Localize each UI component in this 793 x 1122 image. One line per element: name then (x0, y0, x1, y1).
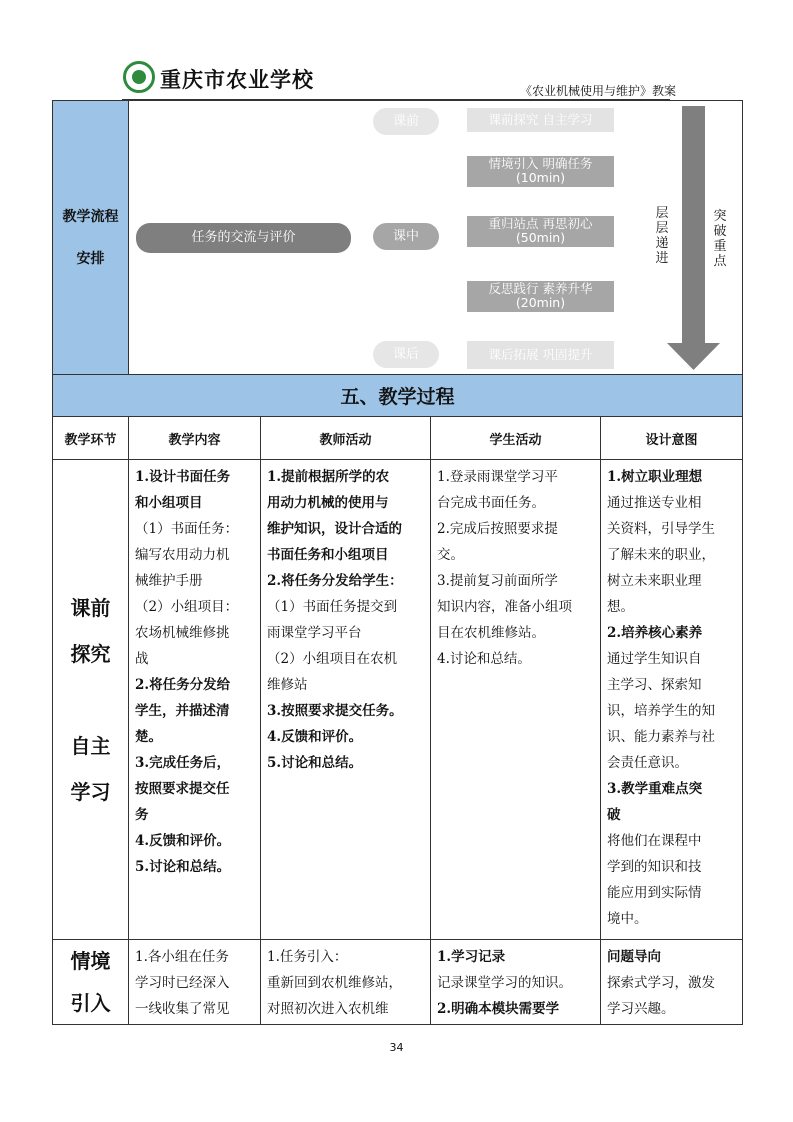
cell-line: 目在农机维修站。 (437, 625, 545, 641)
table-cell (601, 460, 743, 940)
cell-line: 破 (607, 807, 621, 823)
cell-line: 1.各小组在任务 (135, 949, 229, 965)
table-row (53, 460, 743, 940)
table-cell (129, 940, 261, 1025)
cell-line: 3.完成任务后， (135, 755, 231, 771)
cell-line: 1.树立职业理想 (607, 469, 703, 485)
cell-line: 编写农用动力机 (135, 547, 230, 563)
cell-line: 械维护手册 (135, 573, 203, 589)
cell-line: 1.提前根据所学的农 (267, 469, 390, 485)
cell-line: 交。 (437, 547, 464, 563)
phase-pill: 课中 (373, 223, 439, 250)
cell-line: 4.讨论和总结。 (437, 651, 531, 667)
cell-line: 学到的知识和技 (607, 859, 702, 875)
flow-step-text: (20min) (515, 295, 566, 310)
cell-line: 学生，并描述清 (135, 703, 230, 719)
cell-line: 主学习、探索知 (607, 677, 702, 693)
flow-step-box (467, 281, 614, 312)
cell-line: 识，培养学生的知 (607, 703, 715, 719)
stage-label (53, 940, 129, 1025)
page-number: 34 (389, 1041, 404, 1054)
cell-line: 关资料，引导学生 (607, 521, 715, 537)
cell-line: 1.学习记录 (437, 949, 506, 965)
cell-line: 问题导向 (607, 949, 661, 965)
cell-line: 对照初次进入农机维 (267, 1001, 389, 1017)
flow-step-box (467, 341, 614, 369)
cell-line: （1）书面任务： (135, 521, 239, 537)
cell-line: 将他们在课程中 (607, 833, 702, 849)
flow-step-text: (50min) (515, 230, 566, 245)
table-cell (601, 940, 743, 1025)
cell-line: 3.提前复习前面所学 (437, 573, 558, 589)
course-title: 《农业机械使用与维护》教案 (520, 84, 677, 98)
cell-line: 5.讨论和总结。 (267, 755, 363, 771)
cell-line: 记录课堂学习的知识。 (437, 975, 572, 991)
cell-line: 1.登录雨课堂学习平 (437, 469, 558, 485)
flow-step-text: 情境引入 明确任务 (488, 156, 593, 171)
cell-line: 雨课堂学习平台 (267, 625, 362, 641)
stage-text: 学习 (70, 779, 111, 804)
main-task-pill: 任务的交流与评价 (136, 223, 351, 253)
flow-step-text: 课后拓展 巩固提升 (488, 347, 593, 362)
stage-text: 引入 (70, 991, 111, 1015)
cell-line: 2.将任务分发给学生： (267, 573, 403, 589)
cell-line: 农场机械维修挑 (135, 625, 230, 641)
flow-step-text: 反思践行 素养升华 (488, 281, 593, 296)
cell-line: 了解未来的职业， (607, 547, 715, 563)
flow-label: 教学流程 安排 (53, 101, 129, 375)
cell-line: 5.讨论和总结。 (135, 859, 231, 875)
table-cell (431, 460, 601, 940)
cell-line: 树立未来职业理 (607, 573, 702, 589)
stage-text: 自主 (70, 733, 111, 758)
lesson-table (52, 100, 743, 1025)
arrow-caption: 突破重点 (713, 209, 727, 269)
cell-line: 重新回到农机维修站， (267, 975, 402, 991)
school-name: 重庆市农业学校 (160, 67, 314, 92)
flow-step-box (467, 156, 614, 187)
column-header: 学生活动 (431, 417, 601, 460)
arrow-caption: 层层递进 (655, 206, 669, 266)
cell-line: 战 (135, 651, 149, 667)
cell-line: 知识内容，准备小组项 (437, 599, 572, 615)
cell-line: 2.培养核心素养 (607, 625, 703, 641)
cell-line: 台完成书面任务。 (437, 495, 545, 511)
cell-line: 3.教学重难点突 (607, 781, 703, 797)
cell-line: 务 (135, 807, 149, 823)
stage-text: 情境 (70, 949, 111, 973)
cell-line: 4.反馈和评价。 (267, 729, 363, 745)
cell-line: 维修站 (267, 677, 308, 693)
cell-line: 和小组项目 (135, 495, 203, 511)
flow-step-box (467, 108, 614, 132)
cell-line: 一线收集了常见 (135, 1001, 230, 1017)
cell-line: 按照要求提交任 (135, 781, 230, 797)
stage-text (53, 677, 128, 723)
cell-line: 2.将任务分发给 (135, 677, 231, 693)
cell-line: 4.反馈和评价。 (135, 833, 231, 849)
flow-step-text: (10min) (515, 170, 566, 185)
cell-line: 2.明确本模块需要学 (437, 1001, 560, 1017)
cell-line: 能应用到实际情 (607, 885, 702, 901)
cell-line: 书面任务和小组项目 (267, 547, 389, 563)
phase-pill: 课后 (373, 341, 439, 368)
school-logo (123, 61, 155, 93)
column-header: 设计意图 (601, 417, 743, 460)
cell-line: 楚。 (135, 729, 162, 745)
table-cell (261, 940, 431, 1025)
stage-text: 探究 (70, 641, 111, 666)
cell-line: 会责任意识。 (607, 755, 688, 771)
column-header: 教学环节 (53, 417, 129, 460)
cell-line: 探索式学习，激发 (607, 975, 715, 991)
stage-label (53, 460, 129, 940)
phase-pill: 课前 (373, 108, 439, 135)
cell-line: 用动力机械的使用与 (267, 495, 389, 511)
cell-line: （1）书面任务提交到 (267, 599, 398, 615)
stage-text: 课前 (70, 595, 111, 620)
cell-line: 通过推送专业相 (607, 495, 702, 511)
table-cell (261, 460, 431, 940)
table-row (53, 940, 743, 1025)
flow-step-text: 课前探究 自主学习 (488, 112, 593, 127)
table-cell (129, 460, 261, 940)
cell-line: 想。 (607, 599, 634, 615)
cell-line: 2.完成后按照要求提 (437, 521, 558, 537)
column-header: 教学内容 (129, 417, 261, 460)
cell-line: 维护知识，设计合适的 (267, 521, 402, 537)
column-header-row (53, 417, 743, 460)
cell-line: 境中。 (607, 911, 648, 927)
cell-line: 1.任务引入： (267, 949, 348, 965)
cell-line: 识、能力素养与社 (607, 729, 715, 745)
cell-line: （2）小组项目在农机 (267, 651, 398, 667)
cell-line: 3.按照要求提交任务。 (267, 703, 403, 719)
section-title: 五、教学过程 (53, 375, 743, 417)
cell-line: 1.设计书面任务 (135, 469, 231, 485)
cell-line: 学习时已经深入 (135, 975, 230, 991)
flow-diagram (129, 101, 743, 375)
cell-line: （2）小组项目： (135, 599, 239, 615)
flow-step-box (467, 216, 614, 247)
table-cell (431, 940, 601, 1025)
cell-line: 通过学生知识自 (607, 651, 702, 667)
cell-line: 学习兴趣。 (607, 1001, 675, 1017)
column-header: 教师活动 (261, 417, 431, 460)
flow-step-text: 重归站点 再思初心 (488, 216, 593, 231)
